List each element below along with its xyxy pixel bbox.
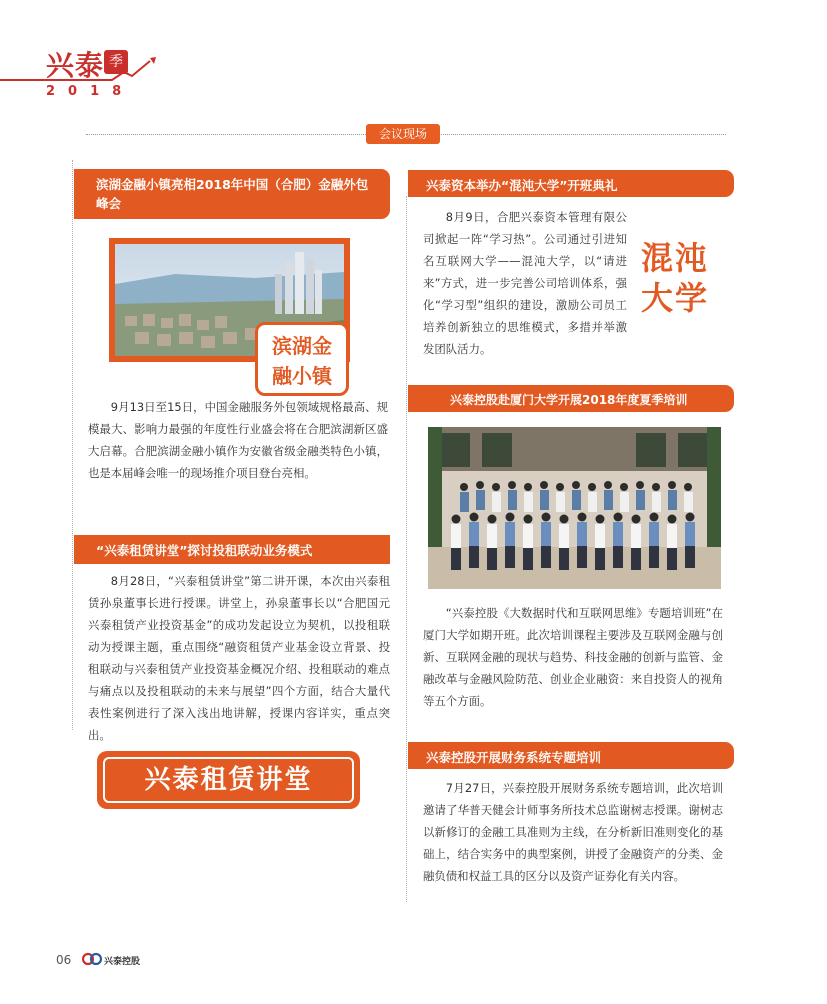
article2-body: 8月28日，“兴泰租赁讲堂”第二讲开课，本次由兴泰租赁孙泉董事长进行授课。讲堂上，孙泉董事长以“合肥国元兴泰租赁产业投资基金”的成功发起设立为契机，以投租联动为授课主题，重点围绕“融资租赁产业基金设立背景、投租联动与兴泰租赁产业投资基金概况介绍、投租联动的难点与痛点以及投租联动的未来与展望”四个方面，结合大量代表性案例进行了深入浅出地讲解，授课内容详实，重点突出。 xyxy=(88,574,390,742)
footer-brand: 兴泰控股 xyxy=(104,957,141,967)
article3-art-text: 混沌大学 xyxy=(640,239,709,317)
article4-title: 兴泰控股赴厦门大学开展2018年度夏季培训 xyxy=(408,385,734,412)
article2-banner xyxy=(97,751,360,809)
logo-text: 兴泰 xyxy=(46,49,105,82)
article1-body: 9月13日至15日，中国金融服务外包领域规格最高、规模最大、影响力最强的年度性行业盛会将在合肥滨湖新区盛大启幕。合肥滨湖金融小镇作为安徽省级金融类特色小镇，也是本届峰会唯一的现场推介项目登台亮相。 xyxy=(88,400,388,480)
trend-arrow-icon xyxy=(0,56,160,86)
article5-title: 兴泰控股开展财务系统专题培训 xyxy=(408,742,734,769)
article2-title: “兴泰租赁讲堂”探讨投租联动业务模式 xyxy=(74,535,390,564)
banner-text: 兴泰租赁讲堂 xyxy=(103,757,354,803)
right-column-rule xyxy=(406,196,407,902)
logo-year: 2018 xyxy=(46,84,135,99)
article3-title: 兴泰资本举办“混沌大学”开班典礼 xyxy=(408,170,734,197)
article4-body: “兴泰控股《大数据时代和互联网思维》专题培训班”在厦门大学如期开班。此次培训课程主要涉及互联网金融与创新、互联网金融的现状与趋势、科技金融的创新与监管、金融改革与金融风险防范、创业企业融资：来自投资人的视角等五个方面。 xyxy=(423,606,723,708)
left-column-rule xyxy=(72,160,73,730)
brand-logo-icon xyxy=(82,952,102,966)
logo-badge: 季 xyxy=(104,50,128,74)
article4-photo xyxy=(428,427,721,589)
page-number: 06 xyxy=(56,953,72,967)
article5-body: 7月27日，兴泰控股开展财务系统专题培训，此次培训邀请了华普天健会计师事务所技术总监谢树志授课。谢树志以新修订的金融工具准则为主线，在分析新旧准则变化的基础上，结合实务中的典型案例，讲授了金融资产的分类、金融负债和权益工具的区分以及资产证券化有关内容。 xyxy=(423,781,723,883)
article3-body: 8月9日，合肥兴泰资本管理有限公司掀起一阵“学习热”。公司通过引进知名互联网大学——混沌大学，以“请进来”方式，进一步完善公司培训体系，强化“学习型”组织的建设，激励公司员工培养创新独立的思维模式，多措并举激发团队活力。 xyxy=(423,210,627,356)
article1-stamp: 滨湖金融小镇 xyxy=(255,322,349,396)
article1-title: 滨湖金融小镇亮相2018年中国（合肥）金融外包峰会 xyxy=(74,169,390,219)
group-photo-image xyxy=(428,427,721,589)
section-tag: 会议现场 xyxy=(366,124,440,144)
